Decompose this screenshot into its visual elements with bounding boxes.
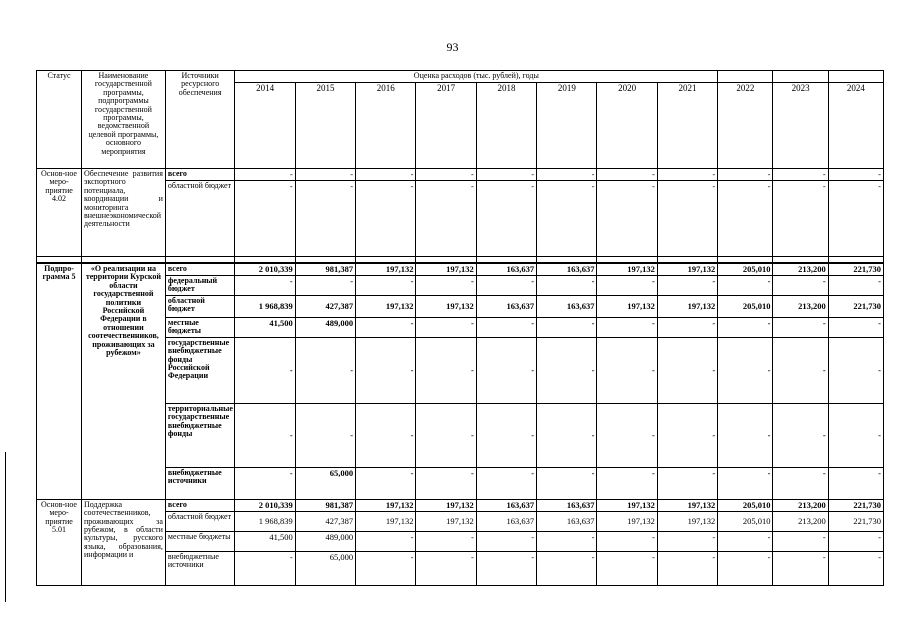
value-cell: - bbox=[773, 317, 828, 337]
budget-table bbox=[36, 70, 884, 586]
value-cell: 163,637 bbox=[537, 295, 597, 317]
value-cell: 163,637 bbox=[537, 511, 597, 531]
header-estimate: Оценка расходов (тыс. рублей), годы bbox=[235, 71, 718, 83]
value-cell: - bbox=[657, 403, 717, 467]
header-name: Наименование государственной программы, подпрограммы государственной программы, ведомственной целевой программы, основного мероприятия bbox=[82, 71, 166, 169]
year-header: 2014 bbox=[235, 83, 295, 169]
value-cell: - bbox=[416, 169, 476, 181]
value-cell: 197,132 bbox=[597, 263, 657, 275]
year-header: 2016 bbox=[356, 83, 416, 169]
value-cell: - bbox=[828, 275, 883, 295]
value-cell: 205,010 bbox=[718, 499, 773, 511]
value-cell: - bbox=[773, 403, 828, 467]
value-cell: 221,730 bbox=[828, 295, 883, 317]
value-cell: - bbox=[537, 551, 597, 585]
value-cell: - bbox=[356, 467, 416, 499]
value-cell: 221,730 bbox=[828, 499, 883, 511]
row-name: Обеспечение развития экспортного потенциала, координации и мониторинга внешнеэкономической деятельности bbox=[82, 169, 166, 257]
value-cell: - bbox=[718, 531, 773, 551]
row-source: областной бюджет bbox=[165, 511, 235, 531]
value-cell: - bbox=[828, 317, 883, 337]
row-source: местные бюджеты bbox=[165, 317, 235, 337]
value-cell: - bbox=[356, 337, 416, 403]
year-header: 2019 bbox=[537, 83, 597, 169]
value-cell: 197,132 bbox=[356, 295, 416, 317]
value-cell: - bbox=[537, 531, 597, 551]
value-cell: 163,637 bbox=[476, 511, 536, 531]
value-cell: 2 010,339 bbox=[235, 499, 295, 511]
row-source: областной бюджет bbox=[165, 181, 235, 257]
value-cell: - bbox=[356, 181, 416, 257]
row-status: Основ-ное меро-приятие 4.02 bbox=[37, 169, 82, 257]
value-cell: 2 010,339 bbox=[235, 263, 295, 275]
row-source: территориальные государственные внебюджетные фонды bbox=[165, 403, 235, 467]
value-cell: - bbox=[657, 551, 717, 585]
value-cell: - bbox=[416, 317, 476, 337]
value-cell: - bbox=[773, 181, 828, 257]
row-source: федеральный бюджет bbox=[165, 275, 235, 295]
value-cell: 1 968,839 bbox=[235, 295, 295, 317]
value-cell: 163,637 bbox=[537, 499, 597, 511]
value-cell: - bbox=[537, 403, 597, 467]
value-cell: 205,010 bbox=[718, 263, 773, 275]
row-source: государственные внебюджетные фонды Российской Федерации bbox=[165, 337, 235, 403]
value-cell: - bbox=[537, 317, 597, 337]
value-cell: - bbox=[476, 317, 536, 337]
value-cell: 981,387 bbox=[295, 263, 355, 275]
row-source: всего bbox=[165, 263, 235, 275]
row-name: Поддержка соотечественников, проживающих за рубежом, в области культуры, русского языка, образования, информации и bbox=[82, 499, 166, 585]
value-cell: - bbox=[597, 551, 657, 585]
row-source: местные бюджеты bbox=[165, 531, 235, 551]
value-cell: - bbox=[597, 337, 657, 403]
value-cell: 981,387 bbox=[295, 499, 355, 511]
value-cell: - bbox=[476, 531, 536, 551]
value-cell: - bbox=[476, 403, 536, 467]
value-cell: - bbox=[773, 531, 828, 551]
value-cell: - bbox=[657, 317, 717, 337]
value-cell: 213,200 bbox=[773, 499, 828, 511]
header-sources: Источники ресурсного обеспечения bbox=[165, 71, 235, 169]
value-cell: 65,000 bbox=[295, 467, 355, 499]
row-source: всего bbox=[165, 169, 235, 181]
header-status: Статус bbox=[37, 71, 82, 169]
value-cell: - bbox=[828, 403, 883, 467]
value-cell: 197,132 bbox=[356, 499, 416, 511]
binding-margin-line bbox=[5, 452, 6, 602]
value-cell: - bbox=[597, 169, 657, 181]
value-cell: - bbox=[718, 403, 773, 467]
year-header: 2022 bbox=[718, 83, 773, 169]
value-cell: 205,010 bbox=[718, 295, 773, 317]
value-cell: 489,000 bbox=[295, 531, 355, 551]
value-cell: 197,132 bbox=[657, 511, 717, 531]
value-cell: - bbox=[295, 181, 355, 257]
value-cell: 197,132 bbox=[657, 499, 717, 511]
value-cell: - bbox=[773, 467, 828, 499]
value-cell: - bbox=[416, 337, 476, 403]
value-cell: 197,132 bbox=[416, 263, 476, 275]
value-cell: - bbox=[235, 467, 295, 499]
value-cell: - bbox=[718, 275, 773, 295]
value-cell: - bbox=[356, 403, 416, 467]
year-header: 2024 bbox=[828, 83, 883, 169]
year-header: 2018 bbox=[476, 83, 536, 169]
value-cell: - bbox=[828, 337, 883, 403]
value-cell: 65,000 bbox=[295, 551, 355, 585]
value-cell: - bbox=[235, 275, 295, 295]
year-header: 2017 bbox=[416, 83, 476, 169]
value-cell: 163,637 bbox=[476, 263, 536, 275]
value-cell: - bbox=[597, 181, 657, 257]
value-cell: 163,637 bbox=[537, 263, 597, 275]
value-cell: - bbox=[718, 169, 773, 181]
value-cell: - bbox=[416, 181, 476, 257]
value-cell: - bbox=[773, 337, 828, 403]
value-cell: - bbox=[657, 275, 717, 295]
row-source: областной бюджет bbox=[165, 295, 235, 317]
header-blank bbox=[828, 71, 883, 83]
value-cell: - bbox=[476, 275, 536, 295]
value-cell: - bbox=[718, 551, 773, 585]
value-cell: 197,132 bbox=[597, 499, 657, 511]
value-cell: - bbox=[657, 467, 717, 499]
value-cell: - bbox=[416, 531, 476, 551]
value-cell: 197,132 bbox=[416, 295, 476, 317]
value-cell: 197,132 bbox=[597, 295, 657, 317]
value-cell: - bbox=[356, 169, 416, 181]
value-cell: 427,387 bbox=[295, 295, 355, 317]
value-cell: - bbox=[476, 467, 536, 499]
value-cell: - bbox=[597, 403, 657, 467]
value-cell: - bbox=[828, 467, 883, 499]
value-cell: - bbox=[828, 169, 883, 181]
value-cell: - bbox=[828, 551, 883, 585]
value-cell: - bbox=[295, 275, 355, 295]
value-cell: - bbox=[295, 337, 355, 403]
value-cell: - bbox=[416, 467, 476, 499]
value-cell: - bbox=[476, 551, 536, 585]
value-cell: - bbox=[295, 169, 355, 181]
page-number: 93 bbox=[446, 40, 459, 54]
value-cell: 213,200 bbox=[773, 295, 828, 317]
value-cell: 197,132 bbox=[416, 499, 476, 511]
value-cell: - bbox=[235, 337, 295, 403]
row-source: внебюджетные источники bbox=[165, 467, 235, 499]
row-status: Основ-ное меро-приятие 5.01 bbox=[37, 499, 82, 585]
row-source: всего bbox=[165, 499, 235, 511]
value-cell: 489,000 bbox=[295, 317, 355, 337]
header-blank bbox=[718, 71, 773, 83]
value-cell: - bbox=[773, 551, 828, 585]
value-cell: 427,387 bbox=[295, 511, 355, 531]
value-cell: 197,132 bbox=[356, 263, 416, 275]
value-cell: 197,132 bbox=[657, 295, 717, 317]
header-blank bbox=[773, 71, 828, 83]
value-cell: 163,637 bbox=[476, 295, 536, 317]
value-cell: 221,730 bbox=[828, 511, 883, 531]
value-cell: - bbox=[476, 337, 536, 403]
value-cell: - bbox=[657, 531, 717, 551]
value-cell: 205,010 bbox=[718, 511, 773, 531]
value-cell: - bbox=[718, 337, 773, 403]
value-cell: - bbox=[537, 467, 597, 499]
value-cell: - bbox=[718, 317, 773, 337]
value-cell: - bbox=[537, 337, 597, 403]
value-cell: - bbox=[597, 317, 657, 337]
value-cell: 213,200 bbox=[773, 511, 828, 531]
value-cell: 41,500 bbox=[235, 531, 295, 551]
value-cell: - bbox=[597, 275, 657, 295]
row-source: внебюджетные источники bbox=[165, 551, 235, 585]
value-cell: - bbox=[235, 403, 295, 467]
value-cell: - bbox=[657, 337, 717, 403]
value-cell: - bbox=[416, 275, 476, 295]
value-cell: - bbox=[657, 181, 717, 257]
value-cell: - bbox=[597, 531, 657, 551]
value-cell: - bbox=[235, 551, 295, 585]
value-cell: - bbox=[476, 169, 536, 181]
value-cell: - bbox=[537, 181, 597, 257]
value-cell: - bbox=[356, 275, 416, 295]
value-cell: 163,637 bbox=[476, 499, 536, 511]
value-cell: - bbox=[537, 275, 597, 295]
value-cell: - bbox=[416, 551, 476, 585]
value-cell: 197,132 bbox=[657, 263, 717, 275]
year-header: 2023 bbox=[773, 83, 828, 169]
value-cell: - bbox=[356, 531, 416, 551]
value-cell: 221,730 bbox=[828, 263, 883, 275]
value-cell: 41,500 bbox=[235, 317, 295, 337]
year-header: 2015 bbox=[295, 83, 355, 169]
value-cell: - bbox=[235, 169, 295, 181]
value-cell: - bbox=[718, 181, 773, 257]
value-cell: - bbox=[773, 275, 828, 295]
value-cell: - bbox=[537, 169, 597, 181]
value-cell: - bbox=[718, 467, 773, 499]
value-cell: - bbox=[356, 317, 416, 337]
year-header: 2021 bbox=[657, 83, 717, 169]
year-header: 2020 bbox=[597, 83, 657, 169]
value-cell: 197,132 bbox=[416, 511, 476, 531]
value-cell: - bbox=[657, 169, 717, 181]
value-cell: - bbox=[828, 531, 883, 551]
value-cell: 213,200 bbox=[773, 263, 828, 275]
value-cell: - bbox=[416, 403, 476, 467]
value-cell: - bbox=[235, 181, 295, 257]
value-cell: - bbox=[597, 467, 657, 499]
value-cell: 197,132 bbox=[356, 511, 416, 531]
row-status: Подпро-грамма 5 bbox=[37, 263, 82, 499]
value-cell: - bbox=[828, 181, 883, 257]
value-cell: - bbox=[773, 169, 828, 181]
value-cell: - bbox=[476, 181, 536, 257]
value-cell: 1 968,839 bbox=[235, 511, 295, 531]
value-cell: - bbox=[356, 551, 416, 585]
value-cell: - bbox=[295, 403, 355, 467]
row-name: «О реализации на территории Курской области государственной политики Российской Федерации в отношении соотечественников, проживающих за рубежом» bbox=[82, 263, 166, 499]
value-cell: 197,132 bbox=[597, 511, 657, 531]
